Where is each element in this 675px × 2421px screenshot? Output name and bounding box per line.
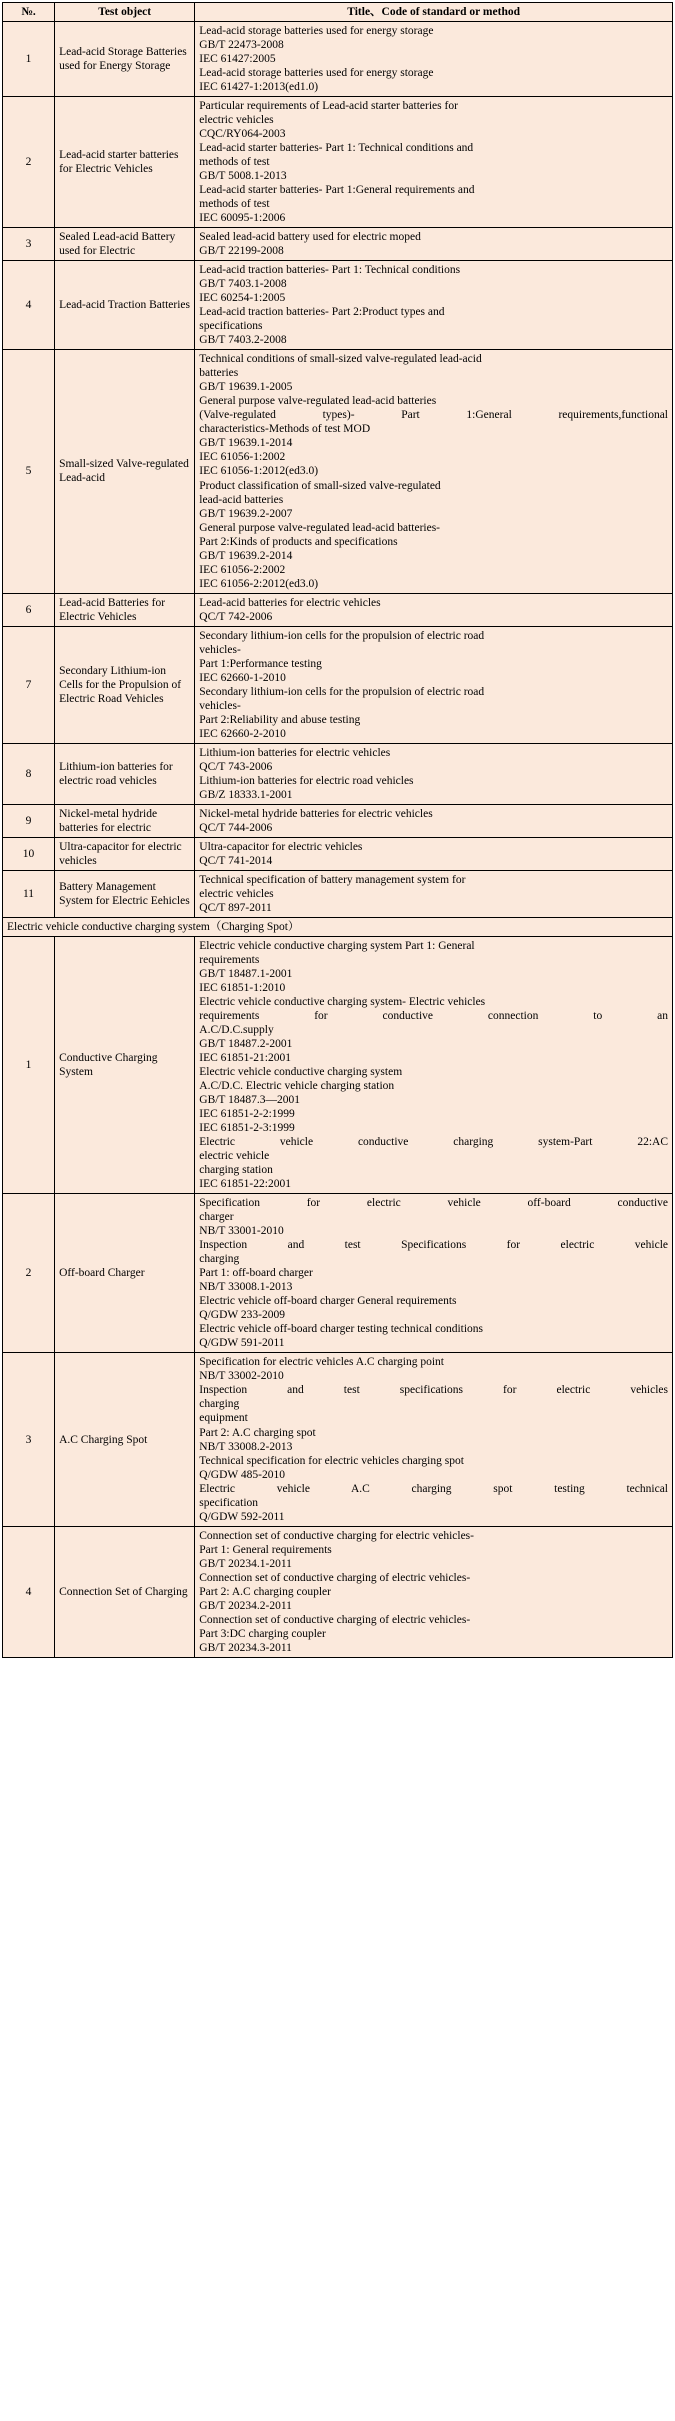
cell-test-object: Battery Management System for Electric Eehicles: [55, 870, 195, 917]
standard-line: Lithium-ion batteries for electric vehicles: [199, 746, 391, 759]
cell-test-object: Lead-acid Batteries for Electric Vehicles: [55, 593, 195, 626]
cell-test-object: Conductive Charging System: [55, 936, 195, 1193]
standard-line: General purpose valve-regulated lead-acid batteries-: [199, 521, 441, 534]
standards-table: [2, 2, 673, 1658]
cell-standard-title: [195, 1194, 673, 1353]
standard-line: Lead-acid traction batteries- Part 2:Product types and: [199, 306, 445, 319]
standard-line: Technical specification of battery management system for: [199, 873, 466, 886]
cell-test-object: Sealed Lead-acid Battery used for Electric: [55, 228, 195, 261]
table-row: [3, 936, 673, 1193]
standard-line: GB/T 19639.1-2014: [199, 437, 293, 450]
standard-line: Part 1: off-board charger: [199, 1267, 313, 1280]
standard-line: electric vehicles: [199, 887, 274, 900]
standard-line: methods of test: [199, 198, 270, 211]
table-row: [3, 804, 673, 837]
standard-line: Part 1:Performance testing: [199, 657, 322, 670]
table-row: [3, 1194, 673, 1353]
standard-line: GB/T 18487.3—2001: [199, 1094, 301, 1107]
cell-standard-title: [195, 350, 673, 593]
standard-line: GB/T 19639.1-2005: [199, 381, 293, 394]
cell-test-object: Secondary Lithium-ion Cells for the Propulsion of Electric Road Vehicles: [55, 626, 195, 743]
standard-line: Particular requirements of Lead-acid starter batteries for: [199, 100, 458, 113]
standard-line: IEC 61056-2:2002: [199, 563, 286, 576]
standard-line: Secondary lithium-ion cells for the propulsion of electric road: [199, 685, 485, 698]
standard-line: QC/T 897-2011: [199, 901, 272, 914]
column-header-test-object: Test object: [55, 3, 195, 22]
standard-line: IEC 62660-2-2010: [199, 727, 286, 740]
standard-line: charging: [199, 1398, 240, 1411]
standard-line: Sealed lead-acid battery used for electric moped: [199, 231, 421, 244]
standard-line: QC/T 742-2006: [199, 610, 273, 623]
standard-line: IEC 61851-21:2001: [199, 1052, 291, 1065]
standard-line: requirements: [199, 953, 260, 966]
standard-line: Part 2: A.C charging spot: [199, 1426, 316, 1439]
standard-line: specification: [199, 1496, 259, 1509]
section-header-row: [3, 917, 673, 936]
cell-test-object: Lead-acid Traction Batteries: [55, 261, 195, 350]
standard-line: Q/GDW 592-2011: [199, 1510, 285, 1523]
standard-line: Lead-acid starter batteries- Part 1: Technical conditions and: [199, 142, 474, 155]
cell-number: 3: [3, 1353, 55, 1526]
standard-line: General purpose valve-regulated lead-acid batteries: [199, 395, 437, 408]
standard-line: Electric vehicle off-board charger General requirements: [199, 1295, 457, 1308]
cell-number: 5: [3, 350, 55, 593]
cell-test-object: Connection Set of Charging: [55, 1526, 195, 1657]
table-row: [3, 870, 673, 917]
standard-line: NB/T 33008.1-2013: [199, 1281, 293, 1294]
standard-line: GB/T 22473-2008: [199, 39, 284, 52]
cell-number: 11: [3, 870, 55, 917]
standard-line: Ultra-capacitor for electric vehicles: [199, 840, 363, 853]
standard-line: GB/T 7403.1-2008: [199, 278, 287, 291]
standard-line: Part 3:DC charging coupler: [199, 1627, 326, 1640]
column-header-title-code: Title、Code of standard or method: [195, 3, 673, 22]
cell-test-object: Lithium-ion batteries for electric road vehicles: [55, 743, 195, 804]
standard-line: GB/T 19639.2-2014: [199, 549, 293, 562]
table-header-row: [3, 3, 673, 22]
standard-line: Electric vehicle conductive charging system Part 1: General: [199, 939, 475, 952]
standard-line: Part 2:Kinds of products and specifications: [199, 535, 398, 548]
cell-standard-title: [195, 743, 673, 804]
section-title: Electric vehicle conductive charging system（Charging Spot）: [3, 917, 673, 936]
cell-standard-title: [195, 837, 673, 870]
standard-line: IEC 61056-1:2002: [199, 451, 286, 464]
cell-number: 2: [3, 1194, 55, 1353]
standard-line: A.C/D.C. Electric vehicle charging station: [199, 1080, 395, 1093]
table-row: [3, 97, 673, 228]
table-row: [3, 228, 673, 261]
cell-number: 1: [3, 22, 55, 97]
standard-line: IEC 61427-1:2013(ed1.0): [199, 81, 319, 94]
cell-number: 4: [3, 261, 55, 350]
table-row: [3, 1353, 673, 1526]
standard-line: A.C/D.C.supply: [199, 1024, 274, 1037]
standard-line: charger: [199, 1211, 234, 1224]
cell-number: 8: [3, 743, 55, 804]
standard-line: GB/T 7403.2-2008: [199, 334, 287, 347]
standard-line: Q/GDW 485-2010: [199, 1468, 285, 1481]
cell-standard-title: [195, 626, 673, 743]
standard-line: Electric vehicle conductive charging system- Electric vehicles: [199, 996, 486, 1009]
standard-line: QC/T 743-2006: [199, 760, 273, 773]
standard-line: Lead-acid starter batteries- Part 1:General requirements and: [199, 184, 475, 197]
standard-line: Electric vehicle A.C charging spot testing technical: [199, 1482, 668, 1495]
standard-line: Secondary lithium-ion cells for the propulsion of electric road: [199, 629, 485, 642]
standard-line: specifications: [199, 320, 263, 333]
standard-line: GB/T 20234.2-2011: [199, 1599, 292, 1612]
standard-line: IEC 61056-2:2012(ed3.0): [199, 577, 319, 590]
standard-line: IEC 62660-1-2010: [199, 671, 286, 684]
table-row: [3, 261, 673, 350]
standard-line: GB/T 18487.2-2001: [199, 1038, 293, 1051]
standard-line: Product classification of small-sized valve-regulated: [199, 479, 441, 492]
standard-line: Part 2: A.C charging coupler: [199, 1585, 331, 1598]
standard-line: (Valve-regulated types)- Part 1:General requirements,functional: [199, 409, 668, 422]
cell-test-object: Ultra-capacitor for electric vehicles: [55, 837, 195, 870]
standard-line: charging station: [199, 1164, 273, 1177]
standard-line: Part 1: General requirements: [199, 1543, 332, 1556]
standard-line: Connection set of conductive charging of electric vehicles-: [199, 1613, 471, 1626]
standard-line: batteries: [199, 367, 239, 380]
cell-number: 9: [3, 804, 55, 837]
standard-line: Electric vehicle conductive charging system-Part 22:AC: [199, 1136, 668, 1149]
cell-test-object: Off-board Charger: [55, 1194, 195, 1353]
standard-line: Nickel-metal hydride batteries for electric vehicles: [199, 807, 433, 820]
cell-standard-title: [195, 1526, 673, 1657]
cell-number: 7: [3, 626, 55, 743]
table-body: [3, 22, 673, 1658]
standard-line: Connection set of conductive charging of electric vehicles-: [199, 1571, 471, 1584]
standard-line: vehicles-: [199, 643, 241, 656]
column-header-number: №.: [3, 3, 55, 22]
standard-line: characteristics-Methods of test MOD: [199, 423, 371, 436]
standard-line: GB/T 22199-2008: [199, 245, 284, 258]
standard-line: IEC 61851-2-2:1999: [199, 1108, 295, 1121]
cell-number: 4: [3, 1526, 55, 1657]
cell-standard-title: [195, 97, 673, 228]
standard-line: Lead-acid traction batteries- Part 1: Technical conditions: [199, 264, 461, 277]
table-row: [3, 593, 673, 626]
standard-line: electric vehicle: [199, 1150, 270, 1163]
cell-test-object: A.C Charging Spot: [55, 1353, 195, 1526]
standard-line: Lead-acid storage batteries used for energy storage: [199, 67, 434, 80]
standard-line: Electric vehicle conductive charging system: [199, 1066, 403, 1079]
cell-test-object: Small-sized Valve-regulated Lead-acid: [55, 350, 195, 593]
standard-line: IEC 61056-1:2012(ed3.0): [199, 465, 319, 478]
standard-line: IEC 61851-2-3:1999: [199, 1122, 295, 1135]
cell-number: 2: [3, 97, 55, 228]
standard-line: NB/T 33001-2010: [199, 1225, 284, 1238]
table-header: [3, 3, 673, 22]
standard-line: IEC 60254-1:2005: [199, 292, 286, 305]
standard-line: GB/T 19639.2-2007: [199, 507, 293, 520]
standard-line: GB/T 20234.1-2011: [199, 1557, 292, 1570]
standard-line: charging: [199, 1253, 240, 1266]
standard-line: QC/T 741-2014: [199, 854, 273, 867]
standard-line: methods of test: [199, 156, 270, 169]
standard-line: Technical conditions of small-sized valve-regulated lead-acid: [199, 353, 482, 366]
table-row: [3, 837, 673, 870]
standard-line: Specification for electric vehicle off-board conductive: [199, 1197, 668, 1210]
cell-standard-title: [195, 228, 673, 261]
standard-line: equipment: [199, 1412, 248, 1425]
cell-number: 6: [3, 593, 55, 626]
standard-line: Lead-acid batteries for electric vehicles: [199, 596, 381, 609]
standard-line: Part 2:Reliability and abuse testing: [199, 713, 361, 726]
standard-line: Technical specification for electric vehicles charging spot: [199, 1454, 464, 1467]
cell-number: 3: [3, 228, 55, 261]
table-row: [3, 22, 673, 97]
standard-line: GB/T 20234.3-2011: [199, 1641, 292, 1654]
standard-line: Inspection and test specifications for electric vehicles: [199, 1384, 668, 1397]
standard-line: NB/T 33008.2-2013: [199, 1440, 293, 1453]
cell-standard-title: [195, 870, 673, 917]
cell-standard-title: [195, 1353, 673, 1526]
standard-line: IEC 61427:2005: [199, 53, 276, 66]
cell-number: 10: [3, 837, 55, 870]
cell-test-object: Lead-acid starter batteries for Electric Vehicles: [55, 97, 195, 228]
standard-line: CQC/RY064-2003: [199, 128, 286, 141]
standard-line: Specification for electric vehicles A.C charging point: [199, 1356, 444, 1369]
standard-line: Lithium-ion batteries for electric road vehicles: [199, 774, 414, 787]
standard-line: GB/T 18487.1-2001: [199, 968, 293, 980]
standard-line: Q/GDW 233-2009: [199, 1309, 285, 1322]
standard-line: requirements for conductive connection to an: [199, 1010, 668, 1023]
standard-line: IEC 60095-1:2006: [199, 212, 286, 225]
standard-line: Lead-acid storage batteries used for energy storage: [199, 25, 434, 38]
table-row: [3, 743, 673, 804]
standard-line: Q/GDW 591-2011: [199, 1337, 285, 1350]
standard-line: lead-acid batteries: [199, 493, 284, 506]
table-row: [3, 350, 673, 593]
cell-standard-title: [195, 261, 673, 350]
standard-line: QC/T 744-2006: [199, 821, 273, 834]
standard-line: Inspection and test Specifications for electric vehicle: [199, 1239, 668, 1252]
cell-standard-title: [195, 936, 673, 1193]
table-row: [3, 1526, 673, 1657]
cell-number: 1: [3, 936, 55, 1193]
cell-standard-title: [195, 593, 673, 626]
standard-line: IEC 61851-22:2001: [199, 1178, 291, 1191]
standard-line: electric vehicles: [199, 114, 274, 127]
standard-line: GB/T 5008.1-2013: [199, 170, 287, 183]
cell-standard-title: [195, 804, 673, 837]
cell-test-object: Nickel-metal hydride batteries for electric: [55, 804, 195, 837]
standard-line: Connection set of conductive charging for electric vehicles-: [199, 1529, 474, 1542]
table-row: [3, 626, 673, 743]
standard-line: NB/T 33002-2010: [199, 1370, 284, 1383]
standard-line: IEC 61851-1:2010: [199, 982, 286, 995]
standard-line: Electric vehicle off-board charger testing technical conditions: [199, 1323, 484, 1336]
standard-line: GB/Z 18333.1-2001: [199, 788, 293, 801]
standard-line: vehicles-: [199, 699, 241, 712]
cell-standard-title: [195, 22, 673, 97]
cell-test-object: Lead-acid Storage Batteries used for Energy Storage: [55, 22, 195, 97]
